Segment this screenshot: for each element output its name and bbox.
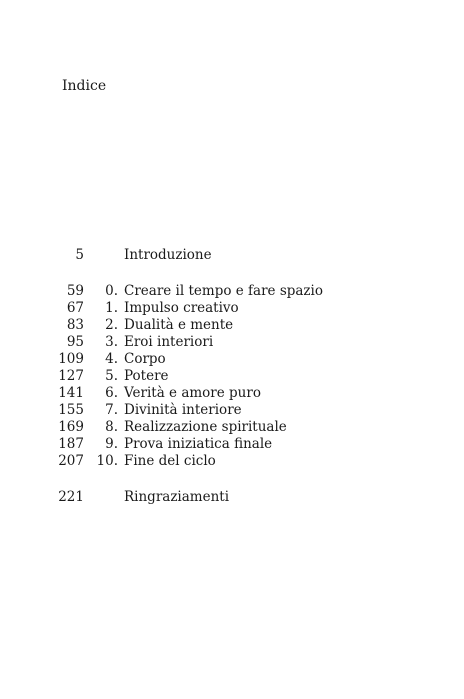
- toc-entry-title: Eroi interiori: [124, 334, 214, 350]
- toc-page-number: 187: [58, 436, 84, 452]
- toc-entry-chapter-8[interactable]: [0, 419, 464, 436]
- toc-chapter-number: 7.: [105, 402, 118, 418]
- toc-chapter-number: 9.: [105, 436, 118, 452]
- toc-page-number: 59: [66, 283, 84, 299]
- toc-entry-title: Corpo: [124, 351, 166, 367]
- toc-entry-title: Fine del ciclo: [124, 453, 216, 469]
- toc-entry-chapter-6[interactable]: [0, 385, 464, 402]
- toc-entry-title: Impulso creativo: [124, 300, 239, 316]
- toc-chapter-number: 4.: [105, 351, 118, 367]
- toc-page-number: 155: [58, 402, 84, 418]
- toc-entry-title: Verità e amore puro: [124, 385, 261, 401]
- toc-entry-chapter-2[interactable]: [0, 317, 464, 334]
- toc-chapter-number: 10.: [96, 453, 118, 469]
- toc-chapter-number: 8.: [105, 419, 118, 435]
- toc-entry-chapter-7[interactable]: [0, 402, 464, 419]
- toc-chapter-number: 6.: [105, 385, 118, 401]
- toc-entry-chapter-1[interactable]: [0, 300, 464, 317]
- toc-entry-title: Creare il tempo e fare spazio: [124, 283, 323, 299]
- toc-page-number: 67: [66, 300, 84, 316]
- toc-entry-chapter-10[interactable]: [0, 453, 464, 470]
- toc-heading: Indice: [62, 78, 107, 94]
- toc-entry-ringraziamenti[interactable]: [0, 489, 464, 506]
- toc-page-number: 95: [66, 334, 84, 350]
- toc-page-number: 127: [58, 368, 84, 384]
- toc-entry-chapter-0[interactable]: [0, 283, 464, 300]
- toc-entry-title: Ringraziamenti: [124, 489, 230, 505]
- toc-chapter-number: 2.: [105, 317, 118, 333]
- toc-entry-title: Dualità e mente: [124, 317, 234, 333]
- toc-chapter-number: 3.: [105, 334, 118, 350]
- toc-entry-chapter-3[interactable]: [0, 334, 464, 351]
- toc-page-number: 141: [58, 385, 84, 401]
- toc-entry-chapter-4[interactable]: [0, 351, 464, 368]
- toc-page-number: 169: [58, 419, 84, 435]
- toc-entry-title: Potere: [124, 368, 169, 384]
- toc-chapter-number: 0.: [105, 283, 118, 299]
- toc-page-number: 221: [58, 489, 84, 505]
- toc-entry-chapter-9[interactable]: [0, 436, 464, 453]
- toc-entry-chapter-5[interactable]: [0, 368, 464, 385]
- toc-entry-introduzione[interactable]: [0, 247, 464, 264]
- toc-page-number: 83: [66, 317, 84, 333]
- toc-page-number: 5: [75, 247, 84, 263]
- toc-entry-title: Divinità interiore: [124, 402, 242, 418]
- toc-chapter-number: 5.: [105, 368, 118, 384]
- toc-chapter-number: 1.: [105, 300, 118, 316]
- toc-entry-title: Prova iniziatica finale: [124, 436, 273, 452]
- toc-entry-title: Realizzazione spirituale: [124, 419, 287, 435]
- toc-page-number: 207: [58, 453, 84, 469]
- toc-entry-title: Introduzione: [124, 247, 212, 263]
- toc-page-number: 109: [58, 351, 84, 367]
